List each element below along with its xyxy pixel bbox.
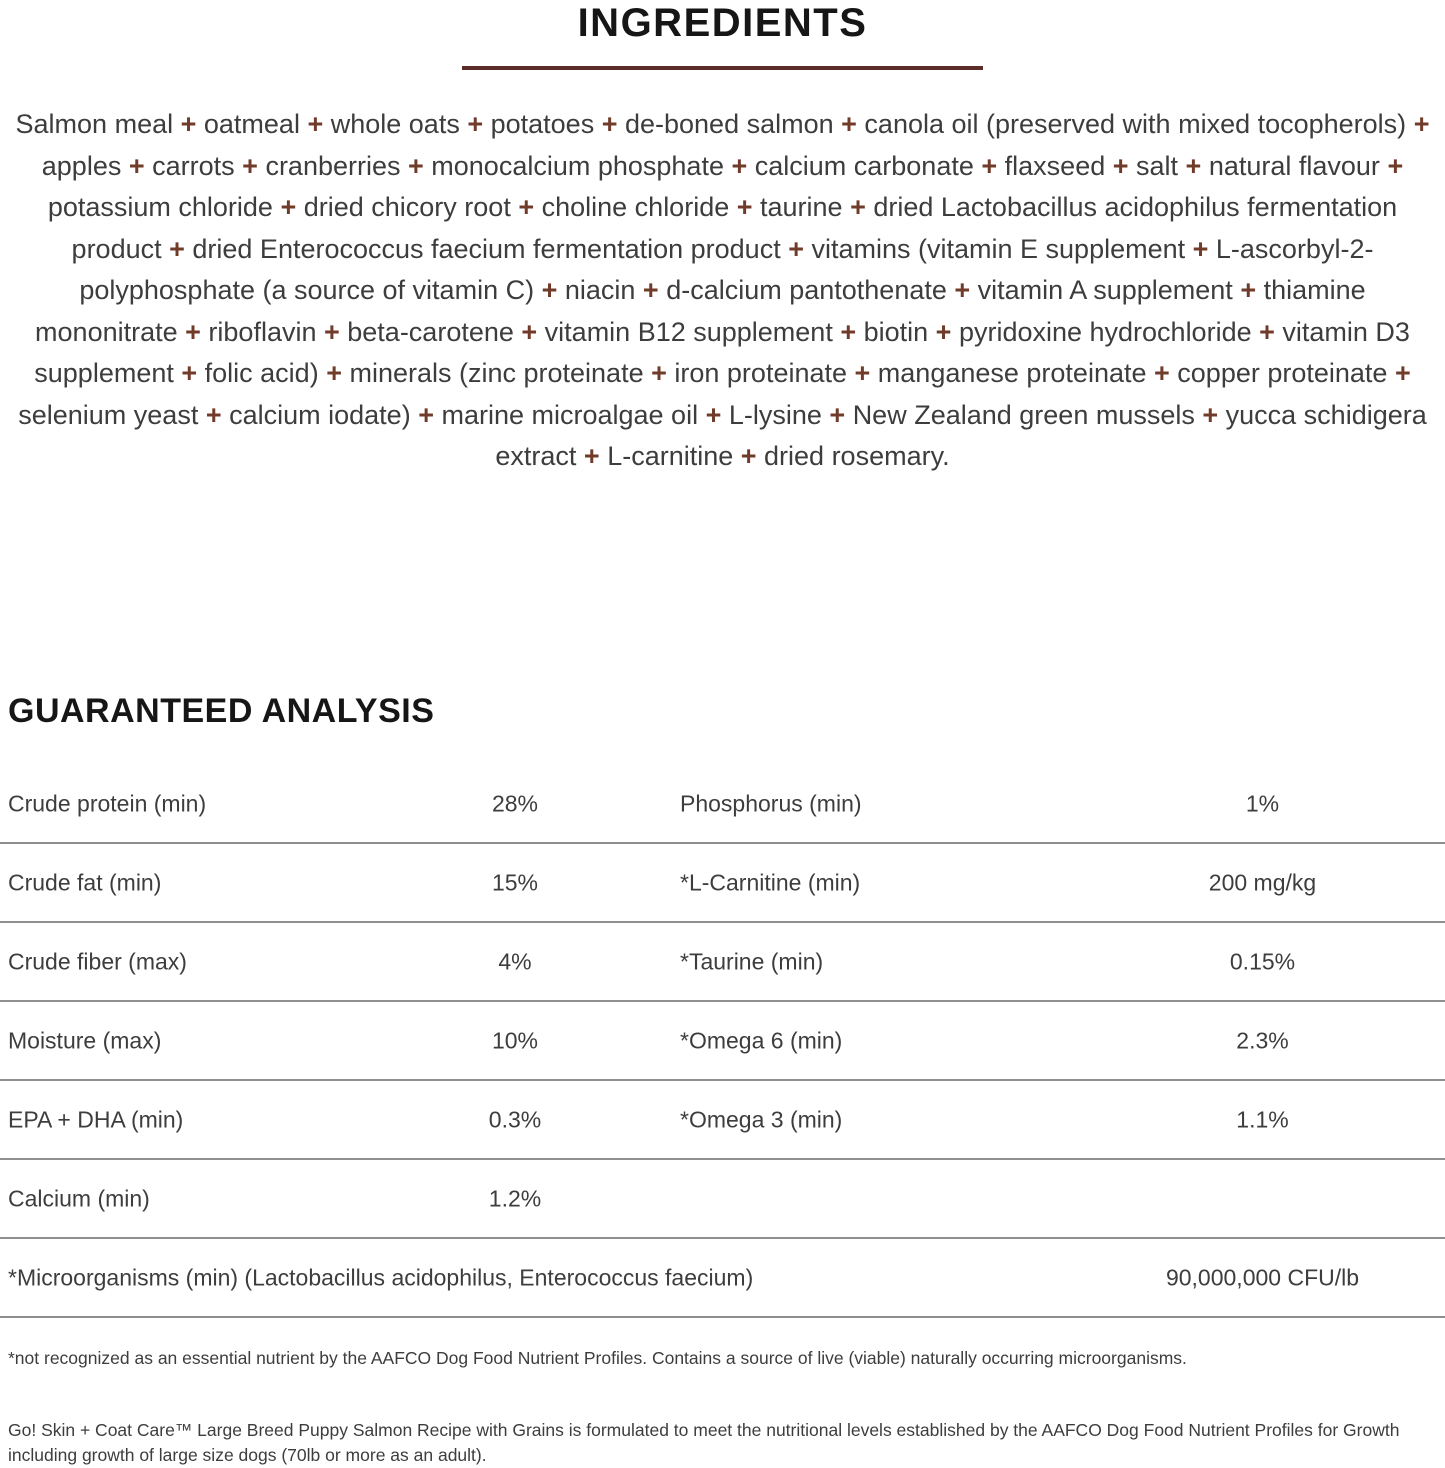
plus-separator: +: [173, 109, 204, 139]
plus-separator: +: [234, 150, 266, 181]
guaranteed-analysis-table: [0, 765, 1445, 1318]
plus-separator: +: [698, 399, 729, 430]
table-row: [0, 1160, 1445, 1239]
table-row: [0, 1081, 1445, 1160]
nutrient-label: *Microorganisms (min) (Lactobacillus acidophilus, Enterococcus faecium): [8, 1264, 754, 1290]
plus-separator: +: [576, 441, 608, 471]
plus-separator: +: [177, 316, 209, 347]
ingredients-header: [0, 0, 1445, 70]
plus-separator: +: [513, 316, 545, 347]
nutrient-value: 1.2%: [488, 1185, 542, 1211]
table-row: [0, 1002, 1445, 1081]
plus-separator: +: [316, 316, 348, 347]
plus-separator: +: [1379, 150, 1404, 181]
plus-separator: +: [1194, 399, 1226, 430]
plus-separator: +: [121, 150, 153, 181]
nutrient-value: 1.1%: [1236, 1106, 1289, 1132]
plus-separator: +: [928, 316, 959, 347]
plus-separator: +: [510, 192, 542, 222]
nutrient-value: 1%: [1245, 790, 1280, 816]
plus-separator: +: [832, 316, 864, 347]
plus-separator: +: [410, 399, 442, 430]
nutrient-value: 0.15%: [1229, 948, 1296, 974]
nutrient-value: 90,000,000 CFU/lb: [1165, 1264, 1360, 1290]
plus-separator: +: [1178, 150, 1209, 181]
plus-separator: +: [1185, 233, 1216, 264]
table-row: [0, 923, 1445, 1002]
nutrient-label: Crude fiber (max): [8, 948, 187, 974]
plus-separator: +: [780, 233, 812, 264]
plus-separator: +: [847, 358, 878, 388]
nutrient-value: 15%: [491, 869, 539, 895]
plus-separator: +: [198, 399, 230, 430]
nutrient-label: *Omega 3 (min): [680, 1106, 843, 1132]
plus-separator: +: [1387, 358, 1411, 388]
plus-separator: +: [161, 233, 193, 264]
plus-separator: +: [973, 150, 1005, 181]
plus-separator: +: [643, 358, 675, 388]
table-row-microorganisms: [0, 1239, 1445, 1318]
plus-separator: +: [821, 399, 853, 430]
table-row: [0, 844, 1445, 923]
nutrient-label: EPA + DHA (min): [8, 1106, 184, 1132]
plus-separator: +: [1251, 316, 1283, 347]
plus-separator: +: [842, 192, 874, 222]
nutrient-label: Phosphorus (min): [680, 790, 862, 816]
plus-separator: +: [318, 358, 350, 388]
footnote-formulation: Go! Skin + Coat Care™ Large Breed Puppy Salmon Recipe with Grains is formulated to meet the nutritional levels established by the AAFCO Dog Food Nutrient Profiles for Growth including growth of large size dogs (70lb or more as an adult).: [8, 1420, 1400, 1465]
plus-separator: +: [1105, 150, 1137, 181]
nutrient-label: *Omega 6 (min): [680, 1027, 843, 1053]
nutrient-value: 0.3%: [488, 1106, 542, 1132]
plus-separator: +: [1146, 358, 1178, 388]
plus-separator: +: [723, 150, 755, 181]
nutrient-value: 10%: [491, 1027, 539, 1053]
plus-separator: +: [459, 109, 491, 139]
accent-rule: [462, 66, 983, 70]
nutrient-label: *Taurine (min): [680, 948, 824, 974]
nutrient-value: 28%: [491, 790, 539, 816]
nutrient-label: *L-Carnitine (min): [680, 869, 861, 895]
nutrient-value: 4%: [498, 948, 532, 974]
nutrient-label: Crude fat (min): [8, 869, 162, 895]
nutrient-label: Moisture (max): [8, 1027, 162, 1053]
plus-separator: +: [299, 109, 331, 139]
plus-separator: +: [733, 441, 765, 471]
ingredients-paragraph: Salmon meal + oatmeal + whole oats + potatoes + de-boned salmon + canola oil (preserved with mixed tocopherols) + apples + carrots + cranberries + monocalcium phosphate + calcium carbonate + flaxseed + salt + natural flavour + potassium chloride + dried chicory root + choline chloride + taurine + dried Lactobacillus acidophilus fermentation product + dried Enterococcus faecium fermentation product + vitamins (vitamin E supplement + L-ascorbyl-2-polyphosphate (a source of vitamin C) + niacin + d-calcium pantothenate + vitamin A supplement + thiamine mononitrate + riboflavin + beta-carotene + vitamin B12 supplement + biotin + pyridoxine hydrochloride + vitamin D3 supplement + folic acid) + minerals (zinc proteinate + iron proteinate + manganese proteinate + copper proteinate + selenium yeast + calcium iodate) + marine microalgae oil + L-lysine + New Zealand green mussels + yucca schidigera extract + L-carnitine + dried rosemary.: [15, 109, 1430, 471]
ingredients-title: INGREDIENTS: [577, 1, 868, 45]
guaranteed-analysis-title: GUARANTEED ANALYSIS: [8, 692, 435, 730]
plus-separator: +: [400, 150, 432, 181]
plus-separator: +: [946, 275, 978, 305]
plus-separator: +: [729, 192, 761, 222]
plus-separator: +: [272, 192, 304, 222]
plus-separator: +: [173, 358, 205, 388]
plus-separator: +: [635, 275, 667, 305]
nutrient-value: 2.3%: [1236, 1027, 1289, 1053]
nutrient-label: Calcium (min): [8, 1185, 150, 1211]
plus-separator: +: [534, 275, 565, 305]
footnote-aafco-nutrient: *not recognized as an essential nutrient by the AAFCO Dog Food Nutrient Profiles. Contains a source of live (viable) naturally occurring microorganisms.: [8, 1348, 1187, 1368]
plus-separator: +: [1406, 109, 1430, 139]
nutrient-label: Crude protein (min): [8, 790, 207, 816]
plus-separator: +: [833, 109, 865, 139]
plus-separator: +: [1232, 275, 1264, 305]
plus-separator: +: [594, 109, 625, 139]
table-row: [0, 765, 1445, 844]
nutrient-value: 200 mg/kg: [1208, 869, 1317, 895]
